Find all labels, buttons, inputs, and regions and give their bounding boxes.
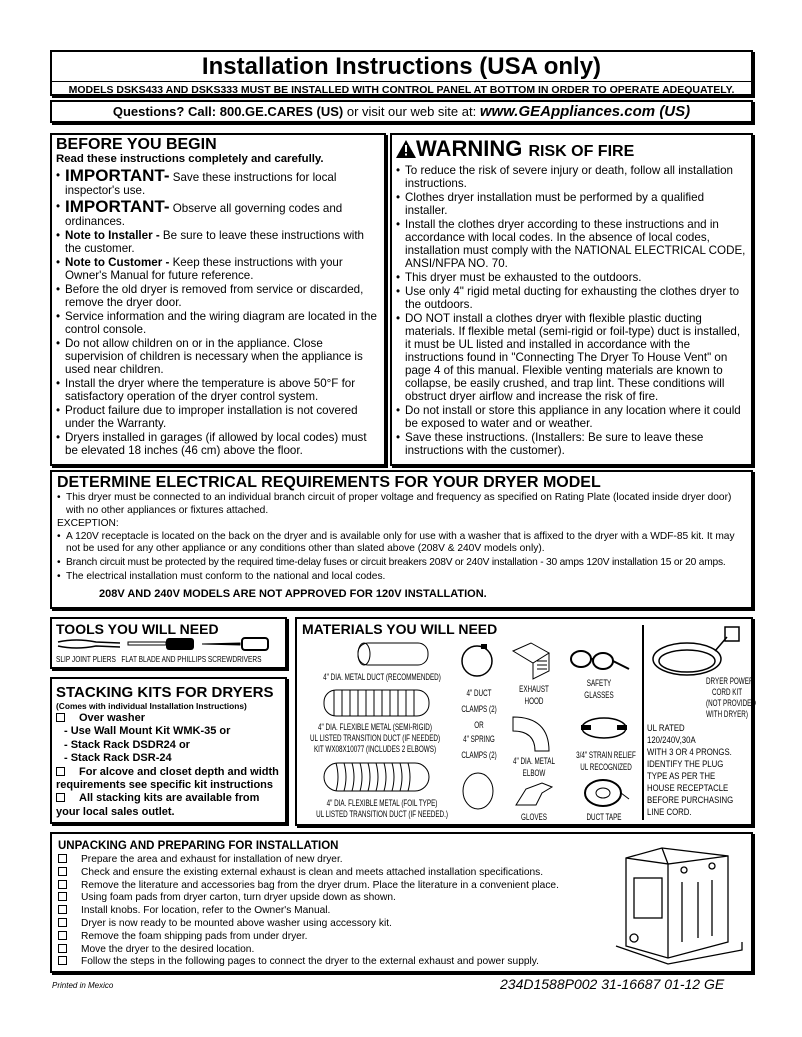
- list-item: [56, 431, 380, 457]
- cord-2: CORD KIT: [711, 687, 743, 697]
- list-item: • DO NOT install a clothes dryer with flexible plastic ducting materials. If flexible metal (semi-rigid or foil-type) duct is installed, it must be UL listed and installed in accordance with the instructions found in "Connecting The Dryer To House Vent" on page 4 of this manual. Flexible venting materials are known to collapse, be easily crushed, and trap lint. These conditions will obstruct dryer airflow and increase the risk of fire.: [396, 312, 747, 403]
- item-text: Before the old dryer is removed from service or discarded, remove the dryer door.: [65, 283, 364, 309]
- ul-line: TYPE AS PER THE: [647, 771, 716, 782]
- warning-title: WARNING: [416, 136, 523, 161]
- list-item: • Do not install or store this appliance in any location where it could be exposed to water and or weather.: [396, 404, 747, 430]
- kit-3: - Stack Rack DSR-24: [64, 752, 172, 765]
- item-text: Service information and the wiring diagram are located in the control console.: [65, 310, 377, 336]
- tools-section: [50, 617, 287, 669]
- alcove-text: For alcove and closet depth and width requirements see specific kit instructions: [56, 765, 279, 792]
- electrical-section: [50, 470, 753, 609]
- part-number: 234D1588P002 31-16687 01-12 GE: [500, 976, 725, 992]
- avail-text: All stacking kits are available from your local sales outlet.: [56, 792, 260, 818]
- checkbox[interactable]: [58, 944, 67, 953]
- ul-line: HOUSE RECEPTACLE: [647, 783, 729, 794]
- duct-tape-icon: [581, 777, 631, 811]
- list-item: • Clothes dryer installation must be performed by a qualified installer.: [396, 191, 747, 217]
- clamps-4: 4" SPRING: [463, 734, 495, 744]
- upside-down-dryer-icon: [612, 842, 747, 970]
- item-text: Be sure to leave these instructions with the customer.: [65, 229, 364, 255]
- ul-line: LINE CORD.: [647, 807, 692, 818]
- foil-caption-2: UL LISTED TRANSITION DUCT (IF NEEDED.): [316, 809, 448, 819]
- ul-line: IDENTIFY THE PLUG: [647, 759, 724, 770]
- questions-box: [50, 100, 753, 123]
- kit-2: - Stack Rack DSDR24 or: [64, 738, 190, 751]
- strain-relief-icon: [577, 713, 631, 743]
- list-item: • This dryer must be exhausted to the outdoors.: [396, 271, 747, 284]
- ul-line: BEFORE PURCHASING: [647, 795, 734, 806]
- checkbox[interactable]: [58, 918, 67, 927]
- section-title: UNPACKING AND PREPARING FOR INSTALLATION: [58, 840, 339, 852]
- clamps-1: 4" DUCT: [466, 688, 492, 698]
- list-item: [56, 256, 380, 282]
- screwdrivers-caption: FLAT BLADE AND PHILLIPS SCREWDRIVERS: [121, 655, 262, 664]
- item-text: Prepare the area and exhaust for installation of new dryer.: [81, 854, 343, 865]
- item-text: Do not allow children on or in the appliance. Close supervision of children is necessary when the appliance is used near children.: [65, 337, 363, 376]
- list-item: [56, 229, 380, 255]
- ul-rating-list: [647, 723, 752, 819]
- checkbox[interactable]: [56, 793, 65, 802]
- models-notice: MODELS DSKS433 AND DSKS333 MUST BE INSTALLED WITH CONTROL PANEL AT BOTTOM IN ORDER TO OPERATE ADEQUATELY.: [52, 81, 751, 97]
- checkbox[interactable]: [58, 854, 67, 863]
- cord-3: (NOT PROVIDED: [706, 698, 756, 708]
- item-text: Dryers installed in garages (if allowed by local codes) must be elevated 18 inches (46 cm) above the floor.: [65, 431, 367, 457]
- list-item: • Install the clothes dryer according to these instructions and in accordance with local codes. In the absence of local codes, installation must comply with the NATIONAL ELECTRICAL CODE, ANSI/NFPA NO. 70.: [396, 218, 747, 270]
- phillips-screwdriver-icon: [200, 637, 270, 651]
- tape-caption: DUCT TAPE: [586, 812, 622, 822]
- glasses-1: SAFETY: [586, 678, 612, 688]
- semi-caption-1: 4" DIA. FLEXIBLE METAL (SEMI-RIGID): [318, 722, 432, 732]
- ul-line: WITH 3 OR 4 PRONGS.: [647, 747, 732, 758]
- list-item: • This dryer must be connected to an individual branch circuit of proper voltage and frequency as specified on Rating Plate (located inside dryer door) with no other appliances or fixtures attached.: [57, 492, 746, 517]
- item-text: Product failure due to improper installation is not covered under the Warranty.: [65, 404, 358, 430]
- checkbox[interactable]: [56, 713, 65, 722]
- clamps-2: CLAMPS (2): [461, 704, 497, 714]
- stacking-sub: (Comes with individual Installation Instructions): [56, 701, 247, 711]
- semi-caption-2: UL LISTED TRANSITION DUCT (IF NEEDED): [309, 733, 441, 743]
- list-item: • A 120V receptacle is located on the back on the dryer and is available only for use with a washer that is affixed to the dryer with a WDF-85 kit. It may not be used for any other appliance or any conditions other than slated above (208V & 240V models only).: [57, 531, 746, 556]
- list-item: [56, 377, 380, 403]
- list-item: [56, 310, 380, 336]
- item-text: Observe all governing codes and ordinances.: [65, 202, 343, 228]
- checkbox[interactable]: [58, 867, 67, 876]
- warning-triangle-icon: [396, 140, 416, 158]
- item-label: Note to Customer -: [65, 256, 170, 269]
- item-text: Using foam pads from dryer carton, turn dryer upside down as shown.: [81, 892, 396, 904]
- foil-caption-1: 4" DIA. FLEXIBLE METAL (FOIL TYPE): [326, 798, 438, 808]
- item-text: Save these instructions for local inspector's use.: [65, 171, 337, 197]
- semi-caption-3: KIT WX08X10077 (INCLUDES 2 ELBOWS): [313, 744, 437, 754]
- exception-label: EXCEPTION:: [57, 518, 119, 530]
- item-text: Install knobs. For location, refer to the Owner's Manual.: [81, 905, 331, 917]
- item-text: Keep these instructions with your Owner's Manual for future reference.: [65, 256, 343, 282]
- list-item: [56, 166, 380, 197]
- item-text: Remove the literature and accessories bag from the dryer drum. Place the literature in a convenient place.: [81, 879, 559, 891]
- checkbox[interactable]: [58, 880, 67, 889]
- title-box: [50, 50, 753, 96]
- kit-1: - Use Wall Mount Kit WMK-35 or: [64, 725, 231, 738]
- item-text: Install the dryer where the temperature is above 50°F for satisfactory operation of the dryer control system.: [65, 377, 356, 403]
- flat-screwdriver-icon: [126, 637, 196, 651]
- metal-duct-icon: [352, 641, 432, 667]
- phone-text: Questions? Call: 800.GE.CARES (US): [112, 104, 344, 119]
- hood-1: EXHAUST: [519, 684, 549, 694]
- risk-of-fire: RISK OF FIRE: [528, 143, 635, 160]
- item-label: IMPORTANT-: [65, 166, 170, 185]
- item-text: Check and ensure the existing external exhaust is clean and meets attached installation specifications.: [81, 866, 544, 878]
- list-item: • The electrical installation must conform to the national and local codes.: [57, 571, 746, 584]
- unpacking-section: [50, 832, 753, 973]
- elbow-1: 4" DIA. METAL: [512, 756, 556, 766]
- hood-2: HOOD: [524, 696, 544, 706]
- section-title: BEFORE YOU BEGIN: [56, 136, 217, 153]
- list-item: • Use only 4" rigid metal ducting for exhausting the clothes dryer to the outdoors.: [396, 285, 747, 311]
- section-title: TOOLS YOU WILL NEED: [56, 621, 219, 637]
- warning-list: [396, 164, 747, 457]
- safety-glasses-icon: [567, 645, 631, 673]
- clamps-5: CLAMPS (2): [461, 750, 497, 760]
- list-item: • Branch circuit must be protected by the required time-delay fuses or circuit breakers 208V or 240V installation - 30 amps 120V installation 15 or 20 amps.: [57, 557, 746, 570]
- voltage-note: 208V AND 240V MODELS ARE NOT APPROVED FOR 120V INSTALLATION.: [99, 588, 487, 601]
- item-label: Note to Installer -: [65, 229, 160, 242]
- website-link[interactable]: www.GEAppliances.com (US): [479, 103, 691, 120]
- list-item: [56, 404, 380, 430]
- power-cord-icon: [647, 623, 747, 683]
- section-title: MATERIALS YOU WILL NEED: [302, 621, 498, 637]
- ul-line: UL RATED: [647, 723, 685, 734]
- exhaust-hood-icon: [509, 641, 559, 681]
- strain-2: UL RECOGNIZED: [580, 762, 632, 772]
- metal-elbow-icon: [509, 713, 555, 753]
- section-title: DETERMINE ELECTRICAL REQUIREMENTS FOR YOUR DRYER MODEL: [57, 474, 601, 491]
- pliers-caption: SLIP JOINT PLIERS: [56, 655, 116, 664]
- list-item: • Save these instructions. (Installers: Be sure to leave these instructions with the customer).: [396, 431, 747, 457]
- stacking-kits-section: [50, 677, 287, 824]
- warning-section: [390, 133, 753, 466]
- ul-line: 120/240V,30A: [647, 735, 696, 746]
- list-item: [56, 337, 380, 376]
- checkbox[interactable]: [58, 931, 67, 940]
- item-label: IMPORTANT-: [65, 197, 170, 216]
- elbow-2: ELBOW: [522, 768, 546, 778]
- gloves-icon: [512, 779, 556, 809]
- divider: [642, 625, 644, 820]
- page-title: Installation Instructions (USA only): [201, 53, 602, 80]
- checkbox[interactable]: [58, 956, 67, 965]
- pliers-icon: [56, 638, 122, 650]
- before-you-begin-section: [50, 133, 386, 466]
- checkbox[interactable]: [58, 905, 67, 914]
- cord-1: DRYER POWER: [706, 676, 754, 686]
- duct-clamp-icon: [459, 641, 495, 681]
- over-washer: Over washer: [79, 712, 146, 724]
- foil-duct-icon: [322, 759, 432, 795]
- checkbox[interactable]: [56, 767, 65, 776]
- item-text: Follow the steps in the following pages to connect the dryer to the external exhaust and power supply.: [81, 956, 539, 968]
- gloves-caption: GLOVES: [521, 812, 547, 822]
- cord-4: WITH DRYER): [706, 709, 748, 719]
- spring-clamp-icon: [459, 769, 497, 813]
- list-item: [56, 197, 380, 228]
- before-list: [56, 166, 380, 457]
- glasses-2: GLASSES: [584, 690, 614, 700]
- list-item: [56, 283, 380, 309]
- printed-in: Printed in Mexico: [52, 981, 114, 990]
- item-text: Remove the foam shipping pads from under dryer.: [81, 930, 308, 942]
- item-text: Dryer is now ready to be mounted above washer using accessory kit.: [81, 917, 392, 929]
- duct-caption: 4" DIA. METAL DUCT (RECOMMENDED): [323, 672, 441, 682]
- list-item: • To reduce the risk of severe injury or death, follow all installation instructions.: [396, 164, 747, 190]
- lead-text: Read these instructions completely and carefully.: [56, 153, 324, 165]
- clamps-or: OR: [474, 720, 484, 730]
- materials-section: [295, 617, 756, 826]
- section-title: STACKING KITS FOR DRYERS: [56, 684, 274, 701]
- strain-1: 3/4" STRAIN RELIEF: [576, 750, 636, 760]
- semi-rigid-duct-icon: [322, 687, 432, 719]
- checkbox[interactable]: [58, 892, 67, 901]
- item-text: Move the dryer to the desired location.: [81, 943, 255, 955]
- questions-middle: or visit our web site at:: [343, 104, 480, 119]
